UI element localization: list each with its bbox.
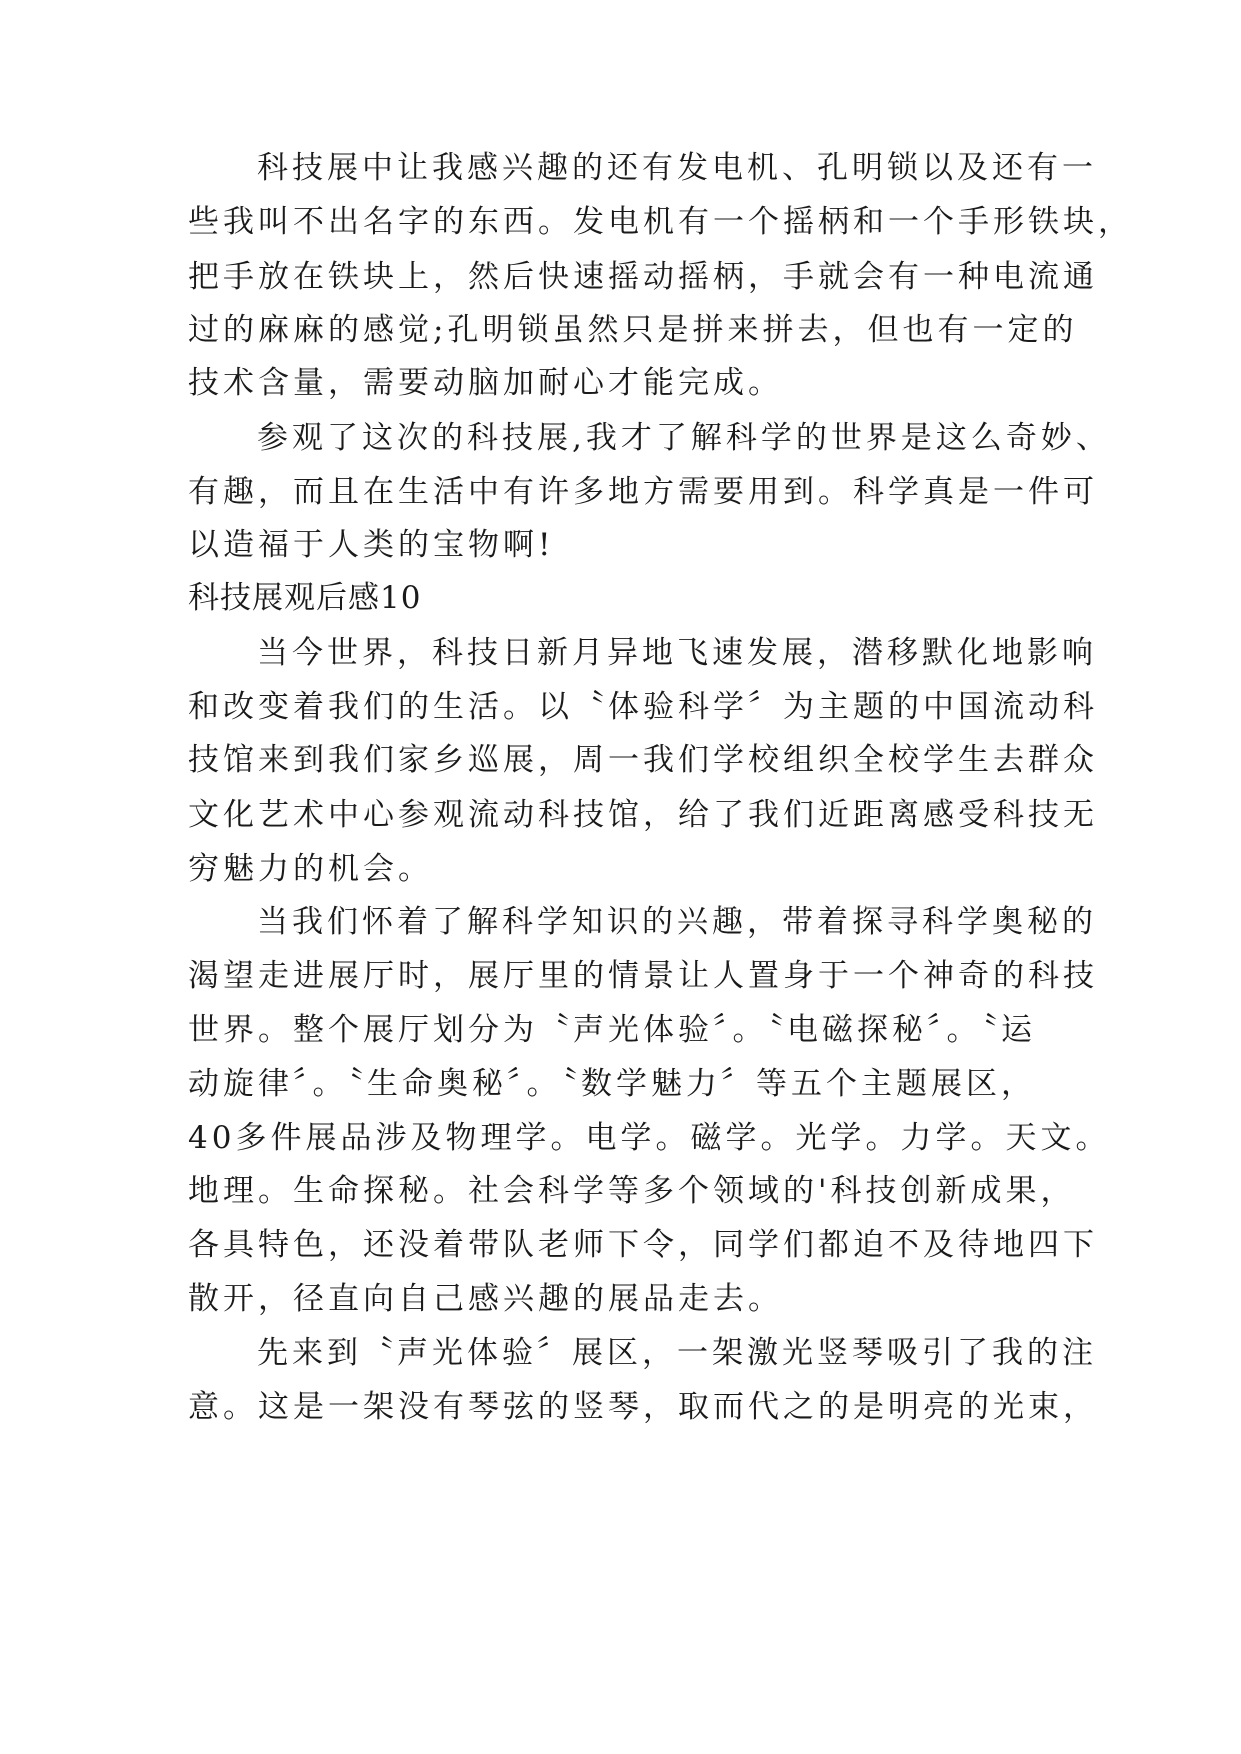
paragraph-line: 穷魅力的机会。 <box>188 851 433 887</box>
paragraph-line: 散开，径直向自己感兴趣的展品走去。 <box>188 1281 783 1317</box>
paragraph-line: 先来到〝声光体验〞展区，一架激光竖琴吸引了我的注 <box>257 1335 1097 1371</box>
paragraph-line: 技馆来到我们家乡巡展，周一我们学校组织全校学生去群众 <box>188 742 1098 778</box>
paragraph-line: 渴望走进展厅时，展厅里的情景让人置身于一个神奇的科技 <box>188 958 1098 994</box>
paragraph-line: 参观了这次的科技展,我才了解科学的世界是这么奇妙、 <box>257 420 1111 456</box>
paragraph-line: 以造福于人类的宝物啊! <box>188 527 555 563</box>
paragraph-line: 地理。生命探秘。社会科学等多个领域的'科技创新成果， <box>188 1173 1076 1209</box>
paragraph-line: 各具特色，还没着带队老师下令，同学们都迫不及待地四下 <box>188 1227 1098 1263</box>
paragraph-line: 世界。整个展厅划分为〝声光体验〞。〝电磁探秘〞。〝运 <box>188 1012 1036 1048</box>
paragraph-line: 把手放在铁块上，然后快速摇动摇柄，手就会有一种电流通 <box>188 259 1098 295</box>
paragraph-line: 文化艺术中心参观流动科技馆，给了我们近距离感受科技无 <box>188 797 1098 833</box>
paragraph-line: 和改变着我们的生活。以〝体验科学〞为主题的中国流动科 <box>188 689 1098 725</box>
paragraph-line: 技术含量，需要动脑加耐心才能完成。 <box>188 365 783 401</box>
paragraph-line: 意。这是一架没有琴弦的竖琴，取而代之的是明亮的光束， <box>188 1389 1098 1425</box>
paragraph-line: 动旋律〞。〝生命奥秘〞。〝数学魅力〞等五个主题展区， <box>188 1066 1036 1102</box>
paragraph-line: 当我们怀着了解科学知识的兴趣，带着探寻科学奥秘的 <box>257 904 1097 940</box>
paragraph-line: 科技展中让我感兴趣的还有发电机、孔明锁以及还有一 <box>257 150 1097 186</box>
paragraph-line: 些我叫不出名字的东西。发电机有一个摇柄和一个手形铁块， <box>188 204 1133 240</box>
paragraph-line: 当今世界，科技日新月异地飞速发展，潜移默化地影响 <box>257 635 1097 671</box>
paragraph-line: 过的麻麻的感觉;孔明锁虽然只是拼来拼去，但也有一定的 <box>188 312 1078 348</box>
paragraph-line: 40多件展品涉及物理学。电学。磁学。光学。力学。天文。 <box>188 1120 1111 1156</box>
paragraph-line: 有趣，而且在生活中有许多地方需要用到。科学真是一件可 <box>188 474 1098 510</box>
section-heading: 科技展观后感10 <box>188 580 422 616</box>
